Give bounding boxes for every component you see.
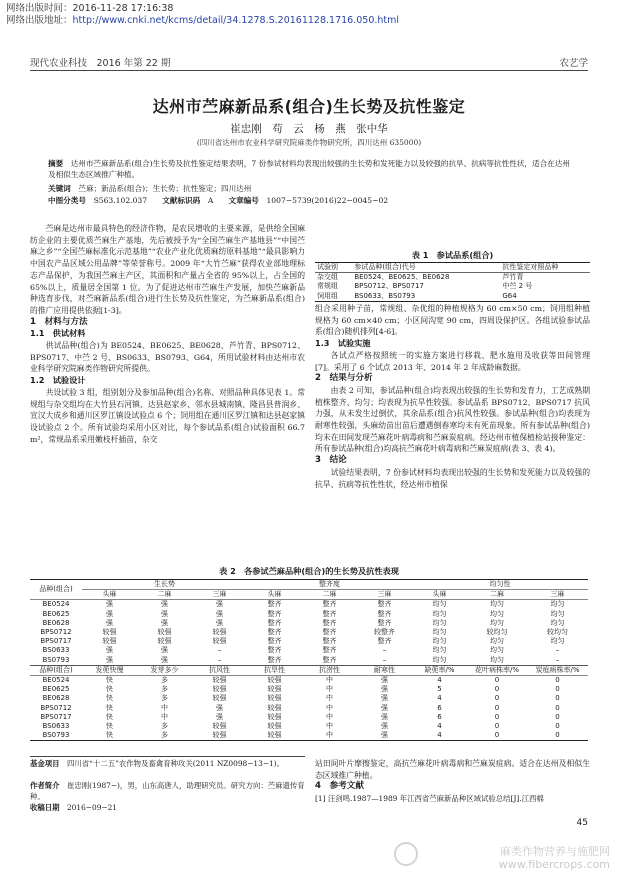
table-cell: 中 [326, 676, 334, 685]
keywords-text: 苎麻；新品系(组合)；生长势；抗性鉴定；四川达州 [78, 184, 252, 193]
online-pub-time: 网络出版时间：2016-11-28 17:16:38 [6, 3, 174, 14]
table-cell: 均匀 [432, 646, 447, 655]
table-cell: 较强 [267, 712, 282, 721]
table-cell: 较强 [267, 694, 282, 703]
section-1-heading: 1 材料与方法 [30, 316, 88, 327]
abstract-text: 达州市苎麻新品系(组合)生长势及抗性鉴定结果表明，7 份参试材料均表现出较强的生长势和发死能力以及较强的抗旱、抗病等抗性性状，适合在达州及相似生态区域推广种植。 [48, 159, 570, 179]
table-cell: 均匀 [432, 618, 447, 627]
table-2-caption: 表 2 各参试苎麻品种(组合)的生长势及抗性表现 [219, 566, 399, 576]
table-cell: 强 [161, 600, 168, 609]
table-cell: 整齐 [322, 600, 337, 609]
keywords [48, 183, 570, 194]
right-column [315, 303, 590, 490]
table-cell: 强 [216, 712, 223, 721]
footnote-rule [30, 756, 305, 757]
table-2 [30, 579, 588, 741]
table-row: 杂交组 BE0524、BE0625、BE0628 芦竹青 [317, 273, 524, 282]
table-cell: BE0524 [42, 676, 70, 685]
table-cell: 整齐 [377, 618, 392, 627]
table-cell: BS0633 [42, 646, 70, 655]
table-cell: 强 [357, 731, 412, 741]
table-cell: BS0793 [30, 731, 82, 741]
table-cell: 较强 [157, 637, 172, 646]
table-cell: 较强 [192, 731, 247, 741]
table-cell: 中 [326, 703, 334, 712]
paper-title: 达州市苎麻新品系(组合)生长势及抗性鉴定 [152, 97, 466, 116]
reference-item: [1] 汪剑鸣.1987—1989 年江西省苎麻新品种区域试验总结[J].江西棉 [315, 794, 544, 804]
table-cell: 4 [437, 722, 442, 731]
section-name: 农艺学 [559, 58, 588, 69]
table-cell: – [382, 655, 387, 664]
section-1-1-text: 供试品种(组合)为 BE0524、BE0625、BE0628、芦竹青、BPS0712、BPS0717、中苎 2 号、BS0633、BS0793、G64，所用试验材料由达州市农业科学研究院麻类作物研究所提供。 [30, 341, 305, 374]
table-cell: BS0633 [42, 722, 70, 731]
abstract-label: 摘要 [48, 159, 64, 168]
table-cell: 均匀 [490, 637, 505, 646]
table-cell: BS0793 [42, 655, 70, 664]
table-cell: 中 [326, 722, 334, 731]
table-cell: 整齐 [322, 637, 337, 646]
table-row [30, 685, 588, 694]
table-cell: 4 [437, 694, 442, 703]
table-cell: 6 [437, 712, 442, 721]
table-row [30, 722, 588, 731]
table-cell: 较强 [267, 685, 282, 694]
table-cell: 0 [555, 722, 560, 731]
table-cell: 整齐 [322, 618, 337, 627]
footnote-fund: 基金项目 四川省“十二五”农作物及畜禽育种攻关(2011 NZ0098−13−1)。 [30, 759, 285, 768]
classification-line: 中图分类号 S563.102.037 文献标识码 A 文章编号 1007−5739(2016)22−0045−02 [48, 196, 389, 205]
right-column-bottom [315, 758, 590, 805]
section-1-3-text: 各试点严格按照统一的实施方案进行移栽、肥水施用及收获等田间管理[7]。采用了 6 个试点 2013 年、2014 年 2 年成龄麻数据。 [315, 350, 590, 372]
table-cell: 较强 [267, 722, 282, 731]
table-cell: 较强 [267, 703, 282, 712]
table-cell: 4 [412, 731, 467, 741]
table-cell: 较强 [212, 676, 227, 685]
table-cell: 多 [161, 722, 168, 731]
table-cell: 较强 [157, 628, 172, 637]
table-cell: 强 [106, 618, 113, 627]
table-cell: 强 [106, 655, 113, 664]
table-cell: 快 [106, 685, 113, 694]
table-cell: 5 [437, 685, 442, 694]
table-1 [315, 262, 590, 302]
table-row [30, 713, 588, 722]
table-row [30, 704, 588, 713]
table-cell: 强 [216, 609, 223, 618]
table-2-body-resistance [30, 676, 588, 741]
table-2-body-growth [30, 600, 588, 665]
table-cell: 0 [494, 712, 500, 721]
table-cell: 0 [494, 722, 500, 731]
section-1-1-heading: 1.1 供试材料 [30, 328, 86, 339]
table-cell: 中 [161, 703, 168, 712]
section-3-heading: 3 结论 [315, 455, 347, 466]
table-cell: 多 [161, 694, 168, 703]
table-cell: 0 [467, 731, 527, 741]
table-cell: 整齐 [377, 609, 392, 618]
table-cell: 较强 [247, 731, 302, 741]
intro-paragraph: 苎麻是达州市最具特色的经济作物，是农民增收的主要来源，是供给全国麻纺企业的主要优质苎麻生产基地，先后被授予为“全国苎麻生产基地县”“中国苎麻之乡”“全国苎麻标准化示范基地”“农业产业化优质麻纺原料基地”“最具影响力中国农产品区域公用品牌”等荣誉称号。2009 年“大竹苎麻”获得农业部地理标志产品保护，为我国苎麻主产区，其面积和产量占全省的 95%以上，占全国的 65%以上，质量居全国第 1 位。为了促进达州市苎麻生产发展，加快苎麻新品种选育步伐，对苎麻新品系(组合)进行生长势及抗性鉴定，为苎麻新品系(组合)的推广应用提供依据[1-3]。 [30, 224, 305, 315]
watermark-logo-icon [394, 842, 418, 866]
table-cell: 中 [302, 731, 357, 741]
table-row [30, 646, 588, 655]
table-cell: BE0524 [42, 600, 70, 609]
table-cell: 均匀 [490, 600, 505, 609]
table-cell: 多 [137, 731, 192, 741]
table-cell: 整齐 [322, 609, 337, 618]
table-cell: 强 [381, 703, 389, 712]
table-row [30, 694, 588, 703]
table-cell: 较强 [267, 676, 282, 685]
table-cell: – [555, 646, 560, 655]
table-cell: 较强 [212, 628, 227, 637]
table-cell: 均匀 [432, 655, 447, 664]
table-cell: 较整齐 [374, 628, 396, 637]
table-cell: 均匀 [490, 618, 505, 627]
table-cell: 强 [106, 646, 113, 655]
table-cell: 强 [381, 676, 389, 685]
table-row [30, 600, 588, 610]
table-2-sub-header: 头麻 二麻 三麻 头麻 二麻 三麻 头麻 二麻 三麻 [30, 590, 588, 600]
table-cell: 强 [216, 703, 223, 712]
table-cell: BPS0712 [40, 628, 72, 637]
table-row [30, 676, 588, 686]
table-row [30, 610, 588, 619]
table-cell: 多 [161, 685, 168, 694]
table-cell: 整齐 [322, 655, 337, 664]
section-3-text-continued: 站田间叶片摩擦鉴定，高抗苎麻花叶病毒病和苎麻炭疽病。适合在达州及相似生态区域推广种植。 [315, 759, 590, 780]
table-cell: BE0625 [42, 685, 70, 694]
left-column [30, 223, 305, 445]
journal-name: 现代农业科技 2016 年第 22 期 [30, 58, 171, 69]
keywords-label: 关键词 [48, 184, 71, 193]
table-cell: 快 [106, 703, 113, 712]
table-cell: 0 [555, 676, 560, 685]
table-cell: 0 [494, 694, 500, 703]
table-cell: 0 [555, 685, 560, 694]
table-cell: 较强 [212, 694, 227, 703]
table-cell: 强 [161, 609, 168, 618]
table-1-header-row: 试验别 参试品种(组合)代号 抗性鉴定对照品种 [315, 263, 590, 273]
table-cell: 0 [555, 712, 560, 721]
table-cell: 强 [381, 694, 389, 703]
table-cell: 强 [216, 600, 223, 609]
table-cell: 整齐 [267, 628, 282, 637]
table-cell: 均匀 [490, 655, 505, 664]
table-cell: 均匀 [432, 628, 447, 637]
table-cell: 均匀 [550, 618, 565, 627]
table-cell: 中 [161, 712, 168, 721]
table-cell: 整齐 [267, 646, 282, 655]
paper-authors: 崔忠刚 苟 云 杨 燕 张中华 [230, 123, 388, 135]
table-cell: BPS0712 [40, 703, 72, 712]
table-cell: 较强 [212, 685, 227, 694]
table-cell: 强 [381, 712, 389, 721]
table-cell: 均匀 [432, 609, 447, 618]
table-cell: 较强 [212, 637, 227, 646]
section-2-heading: 2 结果与分析 [315, 373, 373, 384]
table-row [30, 637, 588, 646]
table-cell: 中 [326, 694, 334, 703]
table-cell: 强 [216, 618, 223, 627]
table-cell: 整齐 [322, 646, 337, 655]
table-cell: 快 [106, 712, 113, 721]
table-cell: 均匀 [550, 637, 565, 646]
table-cell: 强 [161, 618, 168, 627]
table-cell: 强 [381, 685, 389, 694]
table-cell: 快 [106, 722, 113, 731]
table-cell: 强 [106, 600, 113, 609]
watermark: 麻类作物营养与施肥网 www.fibercrops.com [498, 845, 610, 871]
table-2-group-header: 品种(组合) 生长势 整齐度 均匀性 [30, 580, 588, 590]
online-pub-address: 网络出版地址：http://www.cnki.net/kcms/detail/34.1278.S.20161128.1716.050.html [6, 15, 400, 26]
table-cell: 0 [494, 676, 500, 685]
abstract [48, 158, 570, 180]
table-cell: 较均匀 [486, 628, 508, 637]
section-3-text: 试验结果表明，7 份参试材料均表现出较强的生长势和发死能力以及较强的抗旱、抗病等抗性性状，经达州市植保 [315, 467, 590, 489]
table-cell: BPS0717 [40, 637, 72, 646]
table-row [30, 731, 588, 741]
header-rule [30, 70, 588, 71]
table-cell: 强 [161, 646, 168, 655]
pub-url-link[interactable]: http://www.cnki.net/kcms/detail/34.1278.S.20161128.1716.050.html [72, 15, 400, 26]
table-cell: 6 [437, 703, 442, 712]
table-cell: 均匀 [432, 600, 447, 609]
table-row: 常规组 BPS0712、BPS0717 中苎 2 号 [317, 282, 533, 291]
table-cell: 多 [161, 676, 168, 685]
table-cell: 强 [381, 722, 389, 731]
table-row: 饲用组 BS0633、BS0793 G64 [315, 292, 590, 302]
table-cell: 0 [555, 694, 560, 703]
table-cell: 均匀 [550, 609, 565, 618]
page-number: 45 [576, 818, 588, 828]
table-cell: 快 [82, 731, 137, 741]
table-cell: – [217, 655, 222, 664]
table-cell: 较强 [102, 637, 117, 646]
table-cell: 较强 [102, 628, 117, 637]
table-cell: – [555, 655, 560, 664]
planting-spec-text: 组合采用种子苗，常规组、杂优组的种植规格为 60 cm×50 cm；饲用组种植规格为 60 cm×40 cm；小区间沟宽 90 cm，四周设保护区。各组试验参试品系(组合)随机排列[4-6]。 [315, 304, 590, 337]
table-cell: 整齐 [377, 637, 392, 646]
table-row [30, 619, 588, 628]
table-cell: 中 [326, 712, 334, 721]
running-header [30, 55, 588, 69]
table-cell: BPS0717 [40, 712, 72, 721]
table-cell: – [382, 646, 387, 655]
footnote-received: 收稿日期 2016−09−21 [30, 803, 117, 812]
table-cell: 整齐 [267, 600, 282, 609]
table-2-second-header: 品种(组合) 发蔸快慢 发芽多少 抗风性 抗旱性 抗涝性 耐寒性 缺蔸率/% 花叶病株率/% 炭疽病株率/% [30, 665, 588, 675]
table-1-caption: 表 1 参试品系(组合) [411, 250, 494, 260]
table-cell: – [217, 646, 222, 655]
table-cell: 整齐 [267, 637, 282, 646]
table-row [30, 656, 588, 666]
table-cell: 较均匀 [547, 628, 569, 637]
table-cell: 0 [555, 703, 560, 712]
table-cell: 均匀 [550, 600, 565, 609]
section-4-heading: 4 参考文献 [315, 781, 364, 792]
table-cell: 强 [106, 609, 113, 618]
section-1-3-heading: 1.3 试验实施 [315, 338, 371, 349]
table-cell: 均匀 [490, 646, 505, 655]
table-cell: 快 [106, 694, 113, 703]
table-cell: 0 [494, 685, 500, 694]
table-cell: 整齐 [267, 655, 282, 664]
table-cell: 较强 [212, 722, 227, 731]
table-cell: BE0628 [42, 618, 70, 627]
table-row [30, 628, 588, 637]
table-cell: BE0628 [42, 694, 70, 703]
table-cell: 均匀 [432, 637, 447, 646]
table-cell: 整齐 [267, 618, 282, 627]
table-cell: 均匀 [490, 609, 505, 618]
table-cell: 0 [527, 731, 588, 741]
table-cell: BE0625 [42, 609, 70, 618]
section-1-2-heading: 1.2 试验设计 [30, 375, 86, 386]
table-cell: 整齐 [267, 609, 282, 618]
table-cell: 快 [106, 676, 113, 685]
table-cell: 整齐 [322, 628, 337, 637]
table-cell: 4 [437, 676, 442, 685]
section-1-2-text: 共设试验 3 组，组别划分及参加品种(组合)名称、对照品种具体见表 1。常规组与杂交组均在大竹县石河镇、达县赵家乡、邻水县城南镇、隆昌县普润乡、宣汉大成乡和通川区罗江镇设试验点 6 个；饲用组在通川区罗江镇和达县赵家镇设试验点 2 个。所有试验均采用小区对比，每个参试品系(组合)试验面积 66.7 m²，常规品系采用嫩枝杆插苗，杂交 [30, 387, 306, 444]
table-cell: 强 [161, 655, 168, 664]
table-cell: 0 [494, 703, 500, 712]
paper-affiliation: (四川省达州市农业科学研究院麻类作物研究所，四川达州 635000) [196, 138, 422, 147]
table-cell: 中 [326, 685, 334, 694]
footnote-author: 作者简介 崔忠刚(1987−)，男，山东高唐人，助理研究员。研究方向：苎麻遗传育种。 [30, 781, 305, 801]
table-cell: 整齐 [377, 600, 392, 609]
section-2-text: 由表 2 可知，参试品种(组合)均表现出较强的生长势和发育力，工艺成熟期植株整齐、均匀；均表现为抗旱性较强。参试品系 BPS0712、BPS0717 抗风力强，从未发生过倒伏，其余品系(组合)抗风性较强。参试品种(组合)均表现为耐寒性较强，头麻幼苗出苗后遭遇倒春寒均未有死苗现象。所有参试品种(组合)均未在田间发现苎麻花叶病毒病和苎麻炭疽病。经达州市植保植检站接种鉴定：所有参试品种(组合)均高抗苎麻花叶病毒病和苎麻炭疽病(表 3、表 4)。 [315, 385, 590, 454]
